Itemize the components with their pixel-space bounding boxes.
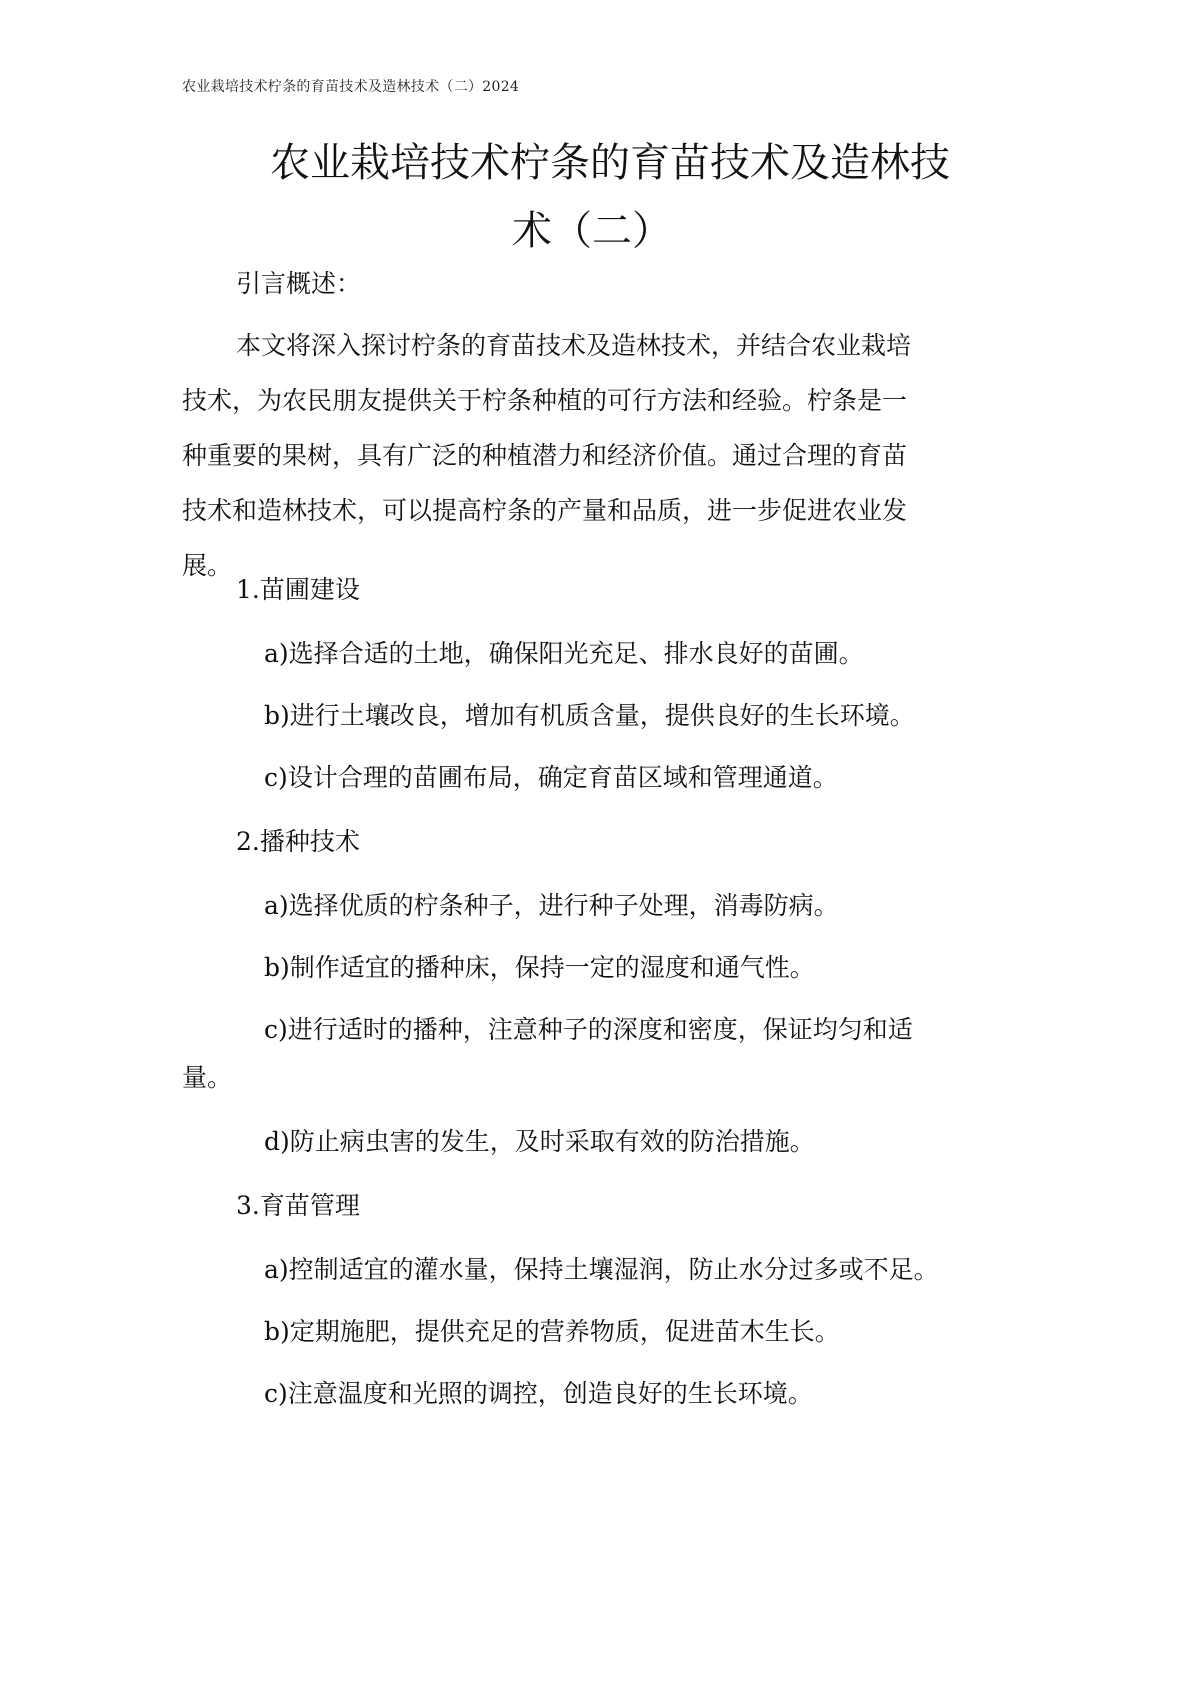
paragraph-line: 技术，为农民朋友提供关于柠条种植的可行方法和经验。柠条是一 bbox=[182, 386, 908, 415]
intro-paragraph bbox=[182, 330, 1012, 605]
list-item: b)制作适宜的播种床，保持一定的湿度和通气性。 bbox=[264, 953, 815, 982]
section-heading: 3.育苗管理 bbox=[236, 1191, 360, 1220]
document-title-line-2: 术（二） bbox=[512, 208, 672, 254]
paragraph-line: 技术和造林技术，可以提高柠条的产量和品质，进一步促进农业发 bbox=[182, 496, 908, 525]
section-heading: 2.播种技术 bbox=[236, 827, 360, 856]
list-item: c)进行适时的播种，注意种子的深度和密度，保证均匀和适 bbox=[264, 1015, 913, 1044]
list-item: c)注意温度和光照的调控，创造良好的生长环境。 bbox=[264, 1379, 813, 1408]
list-item: a)控制适宜的灌水量，保持土壤湿润，防止水分过多或不足。 bbox=[264, 1255, 939, 1284]
running-header: 农业栽培技术柠条的育苗技术及造林技术（二）2024 bbox=[182, 79, 520, 95]
list-item: b)定期施肥，提供充足的营养物质，促进苗木生长。 bbox=[264, 1317, 840, 1346]
list-item: a)选择合适的土地，确保阳光充足、排水良好的苗圃。 bbox=[264, 639, 864, 668]
paragraph-line: 展。 bbox=[182, 551, 233, 580]
paragraph-line: 种重要的果树，具有广泛的种植潜力和经济价值。通过合理的育苗 bbox=[182, 441, 908, 470]
list-item: a)选择优质的柠条种子，进行种子处理，消毒防病。 bbox=[264, 891, 839, 920]
section-heading: 1.苗圃建设 bbox=[236, 575, 360, 604]
document-title-line-1: 农业栽培技术柠条的育苗技术及造林技 bbox=[270, 140, 950, 186]
paragraph-line: 本文将深入探讨柠条的育苗技术及造林技术，并结合农业栽培 bbox=[236, 331, 912, 360]
list-item-continuation: 量。 bbox=[182, 1063, 233, 1092]
list-item: c)设计合理的苗圃布局，确定育苗区域和管理通道。 bbox=[264, 763, 838, 792]
list-item: b)进行土壤改良，增加有机质含量，提供良好的生长环境。 bbox=[264, 701, 915, 730]
intro-label: 引言概述： bbox=[236, 269, 362, 298]
list-item: d)防止病虫害的发生，及时采取有效的防治措施。 bbox=[264, 1127, 815, 1156]
